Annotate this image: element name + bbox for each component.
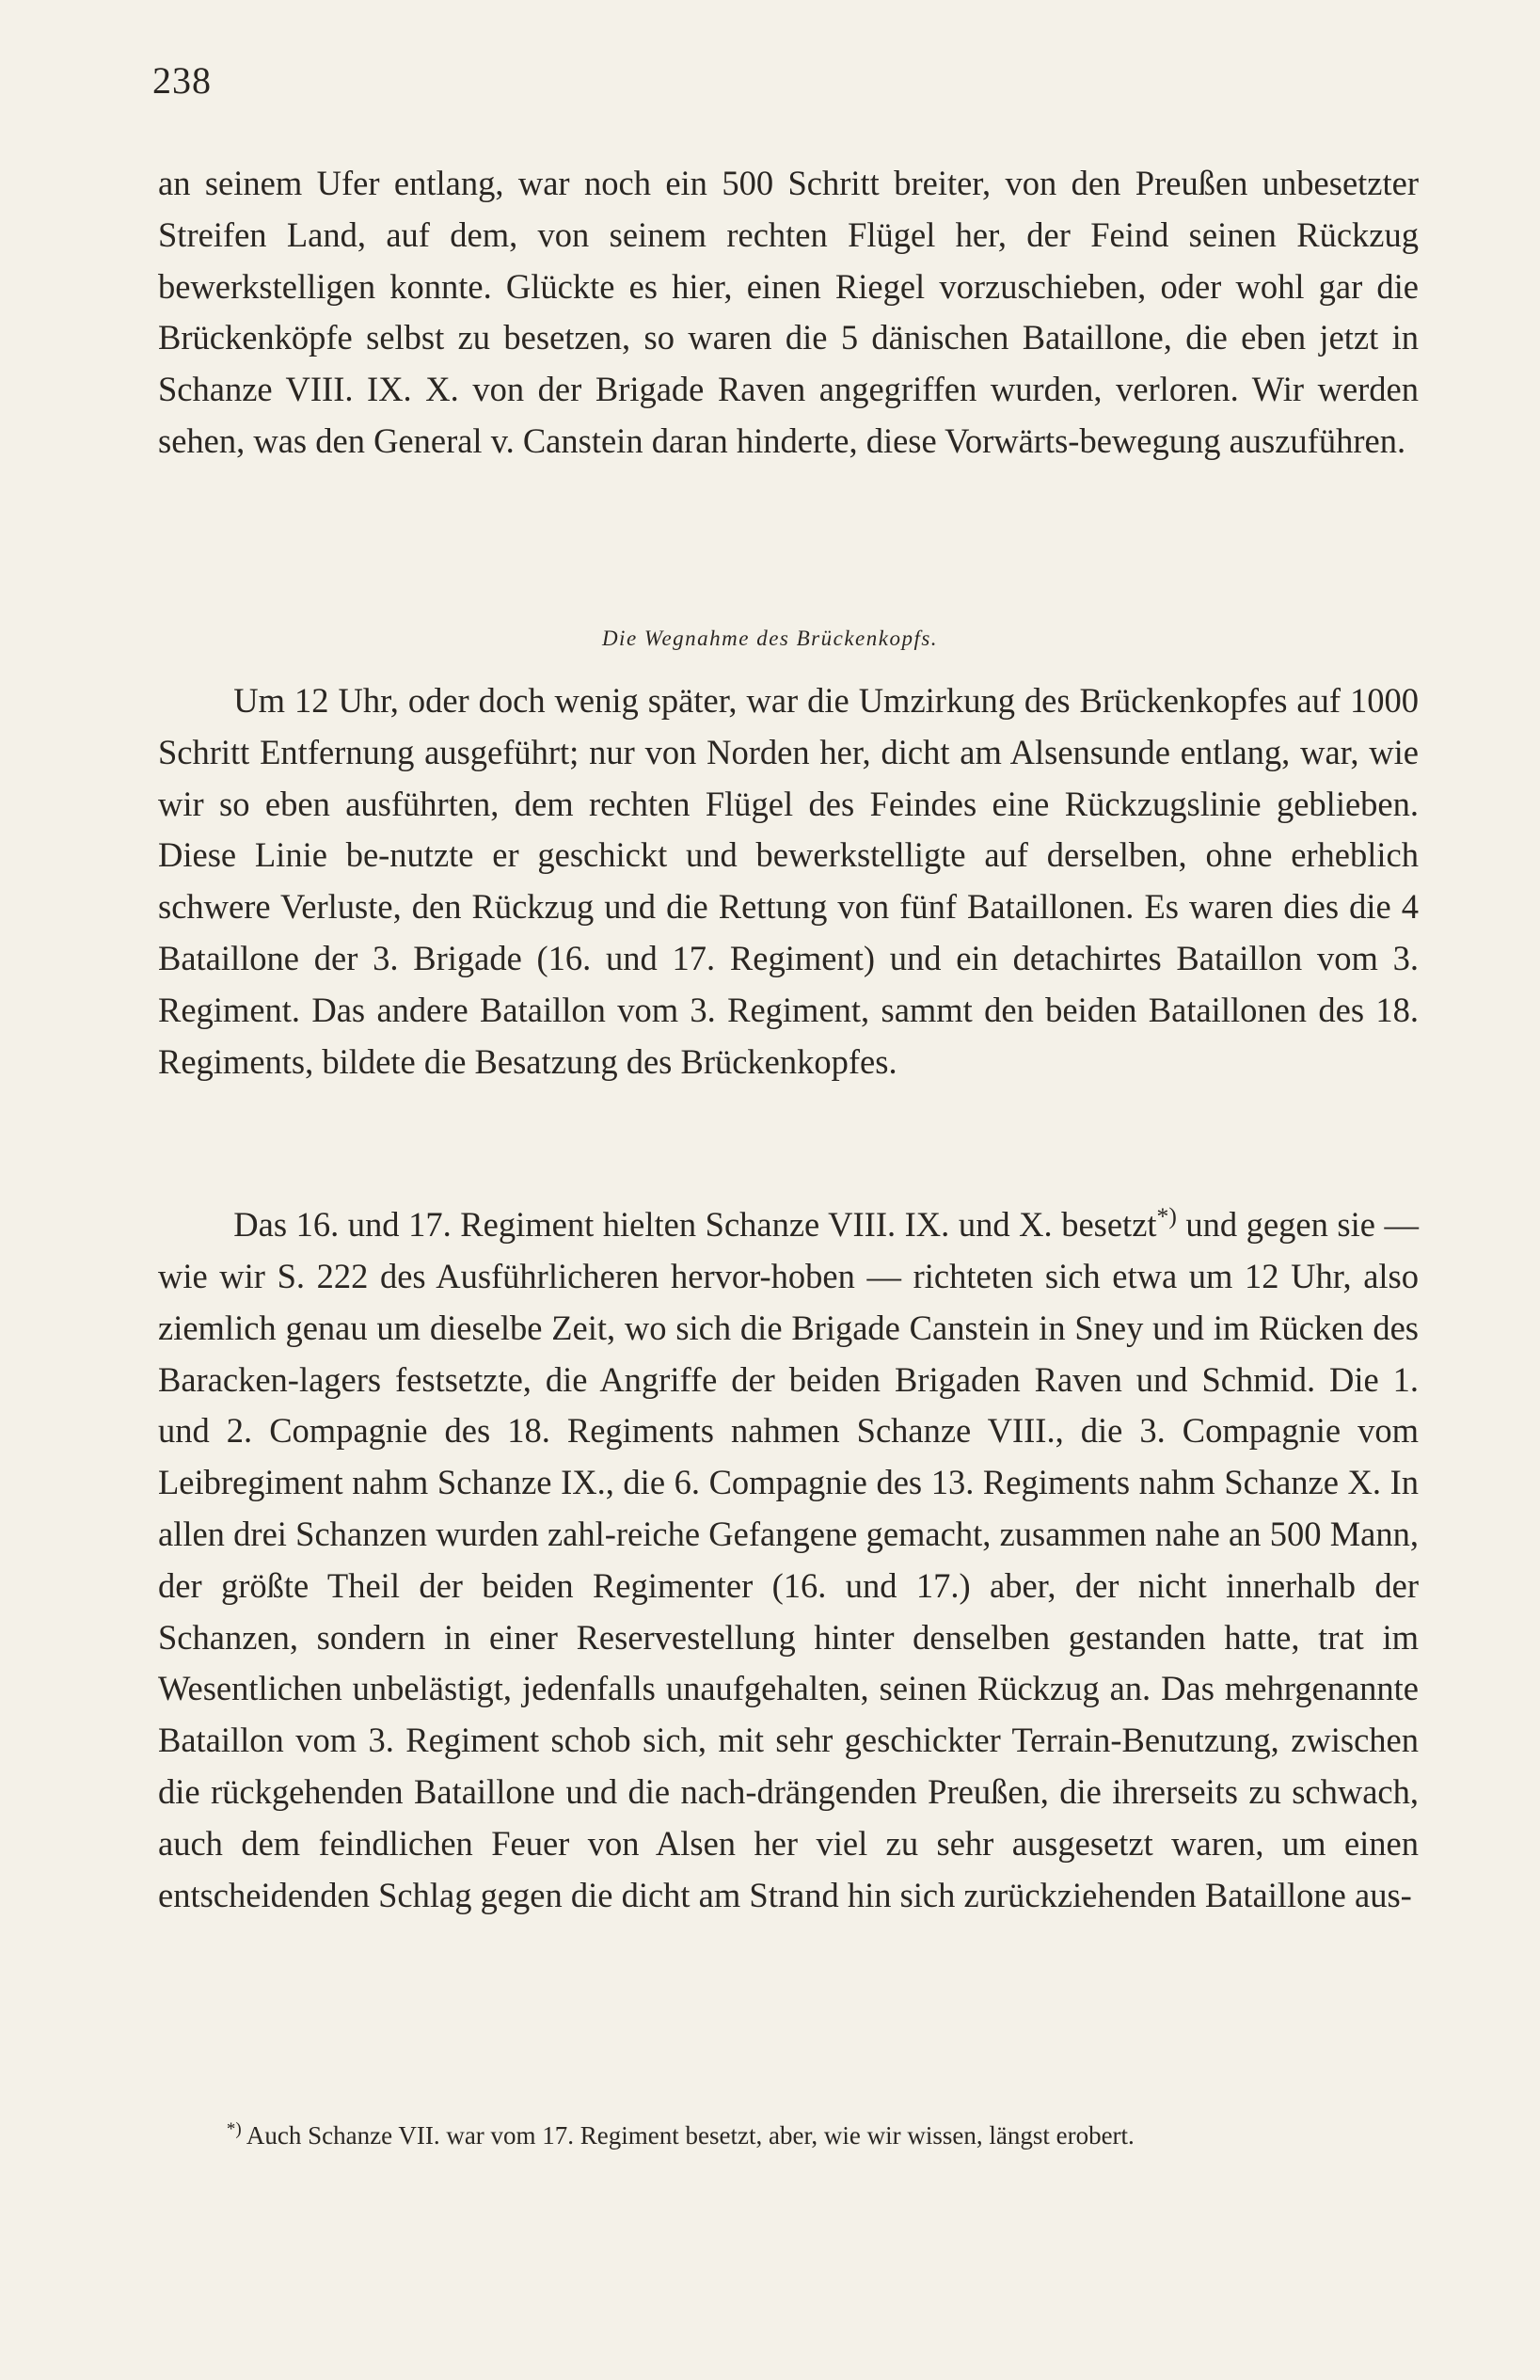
paragraph-text-start: Das 16. und 17. Regiment hielten Schanze VIII. IX. und X. besetzt bbox=[233, 1205, 1157, 1245]
paragraph-text: an seinem Ufer entlang, war noch ein 500 Schritt breiter, von den Preußen unbesetzter Streifen Land, auf dem, von seinem rechten Flügel her, der Feind seinen Rückzug bewerkstelligen konnte. Glückte es hier, einen Riegel vorzuschieben, oder wohl gar die Brückenköpfe selbst zu besetzen, so waren die 5 dänischen Bataillone, die eben jetzt in Schanze VIII. IX. X. von der Brigade Raven angegriffen wurden, verloren. Wir werden sehen, was den General v. Canstein daran hinderte, diese Vorwärts-bewegung auszuführen. bbox=[158, 164, 1419, 460]
footnote-reference[interactable]: *) bbox=[1156, 1202, 1177, 1230]
paragraph-text-end: und gegen sie — wie wir S. 222 des Ausführlicheren hervor-hoben — richteten sich etwa um 12 Uhr, also ziemlich genau um dieselbe Zeit, wo sich die Brigade Canstein in Sney und im Rücken des Baracken-lagers festsetzte, die Angriffe der beiden Brigaden Raven und Schmid. Die 1. und 2. Compagnie des 18. Regiments nahmen Schanze VIII., die 3. Compagnie vom Leibregiment nahm Schanze IX., die 6. Compagnie des 13. Regiments nahm Schanze X. In allen drei Schanzen wurden zahl-reiche Gefangene gemacht, zusammen nahe an 500 Mann, der größte Theil der beiden Regimenter (16. und 17.) aber, der nicht innerhalb der Schanzen, sondern in einer Reservestellung hinter denselben gestanden hatte, trat im Wesentlichen unbelästigt, jedenfalls unaufgehalten, seinen Rückzug an. Das mehrgenannte Bataillon vom 3. Regiment schob sich, mit sehr geschickter Terrain-Benutzung, zwischen die rückgehenden Bataillone und die nach-drängenden Preußen, die ihrerseits zu schwach, auch dem feindlichen Feuer von Alsen her viel zu sehr ausgesetzt waren, um einen entscheidenden Schlag gegen die dicht am Strand hin sich zurückziehenden Bataillone aus- bbox=[158, 1205, 1420, 1914]
paragraph-text: Um 12 Uhr, oder doch wenig später, war die Umzirkung des Brückenkopfes auf 1000 Schritt Entfernung ausgeführt; nur von Norden her, dicht am Alsensunde entlang, war, wie wir so eben ausführten, dem rechten Flügel des Feindes eine Rückzugslinie geblieben. Diese Linie be-nutzte er geschickt und bewerkstelligte auf derselben, ohne erheblich schwere Verluste, den Rückzug und die Rettung von fünf Bataillonen. Es waren dies die 4 Bataillone der 3. Brigade (16. und 17. Regiment) und ein detachirtes Bataillon vom 3. Regiment. Das andere Bataillon vom 3. Regiment, sammt den beiden Bataillonen des 18. Regiments, bildete die Besatzung des Brückenkopfes. bbox=[158, 681, 1419, 1081]
footnote-marker: *) bbox=[226, 2119, 242, 2139]
section-heading: Die Wegnahme des Brückenkopfs. bbox=[601, 627, 939, 650]
footnote-text: Auch Schanze VII. war vom 17. Regiment besetzt, aber, wie wir wissen, längst erobert. bbox=[241, 2121, 1135, 2150]
paragraph bbox=[158, 675, 1419, 1087]
paragraph-text bbox=[158, 1191, 1419, 1921]
paragraph-continued bbox=[158, 158, 1419, 468]
footnote bbox=[158, 2110, 1419, 2155]
page-number: 238 bbox=[152, 59, 212, 102]
paragraph bbox=[158, 1191, 1419, 1921]
